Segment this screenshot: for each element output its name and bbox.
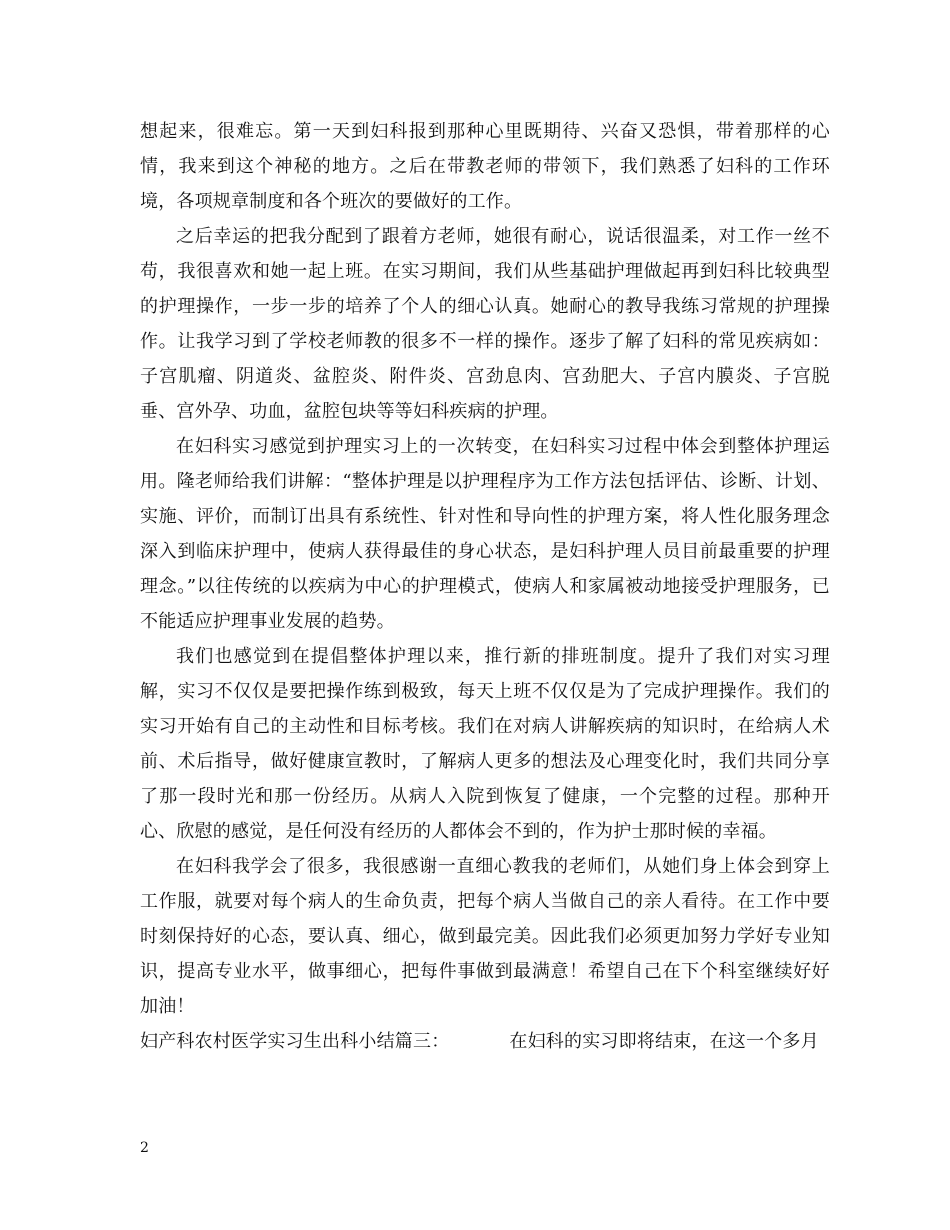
section-start-text: 在妇科的实习即将结束，在这一个多月 (509, 1031, 819, 1052)
section-heading: 妇产科农村医学实习生出科小结篇三： (140, 1031, 450, 1052)
paragraph-5: 在妇科我学会了很多，我很感谢一直细心教我的老师们，从她们身上体会到穿上工作服，就要对每个病人的生命负责，把每个病人当做自己的亲人看待。在工作中要时刻保持好的心态，要认真、细心，做到最完美。因此我们必须更加努力学好专业知识，提高专业水平，做事细心，把每件事做到最满意！希望自己在下个科室继续好好加油！ (140, 856, 830, 1017)
paragraph-2: 之后幸运的把我分配到了跟着方老师，她很有耐心，说话很温柔，对工作一丝不苟，我很喜欢和她一起上班。在实习期间，我们从些基础护理做起再到妇科比较典型的护理操作，一步一步的培养了个人的细心认真。她耐心的教导我练习常规的护理操作。让我学习到了学校老师教的很多不一样的操作。逐步了解了妇科的常见疾病如：子宫肌瘤、阴道炎、盆腔炎、附件炎、宫劲息肉、宫劲肥大、子宫内膜炎、子宫脱垂、宫外孕、功血，盆腔包块等等妇科疾病的护理。 (140, 226, 830, 422)
section-line (140, 1024, 830, 1059)
document-body (140, 114, 830, 1059)
paragraph-1: 想起来，很难忘。第一天到妇科报到那种心里既期待、兴奋又恐惧，带着那样的心情，我来到这个神秘的地方。之后在带教老师的带领下，我们熟悉了妇科的工作环境，各项规章制度和各个班次的要做好的工作。 (140, 121, 830, 212)
paragraph-3: 在妇科实习感觉到护理实习上的一次转变，在妇科实习过程中体会到整体护理运用。隆老师给我们讲解：“整体护理是以护理程序为工作方法包括评估、诊断、计划、实施、评价，而制订出具有系统性、针对性和导向性的护理方案，将人性化服务理念深入到临床护理中，使病人获得最佳的身心状态，是妇科护理人员目前最重要的护理理念。”以往传统的以疾病为中心的护理模式，使病人和家属被动地接受护理服务，已不能适应护理事业发展的趋势。 (140, 436, 830, 632)
paragraph-4: 我们也感觉到在提倡整体护理以来，推行新的排班制度。提升了我们对实习理解，实习不仅仅是要把操作练到极致，每天上班不仅仅是为了完成护理操作。我们的实习开始有自己的主动性和目标考核。我们在对病人讲解疾病的知识时，在给病人术前、术后指导，做好健康宣教时，了解病人更多的想法及心理变化时，我们共同分享了那一段时光和那一份经历。从病人入院到恢复了健康，一个完整的过程。那种开心、欣慰的感觉，是任何没有经历的人都体会不到的，作为护士那时候的幸福。 (140, 646, 830, 842)
page-number: 2 (140, 1140, 149, 1156)
